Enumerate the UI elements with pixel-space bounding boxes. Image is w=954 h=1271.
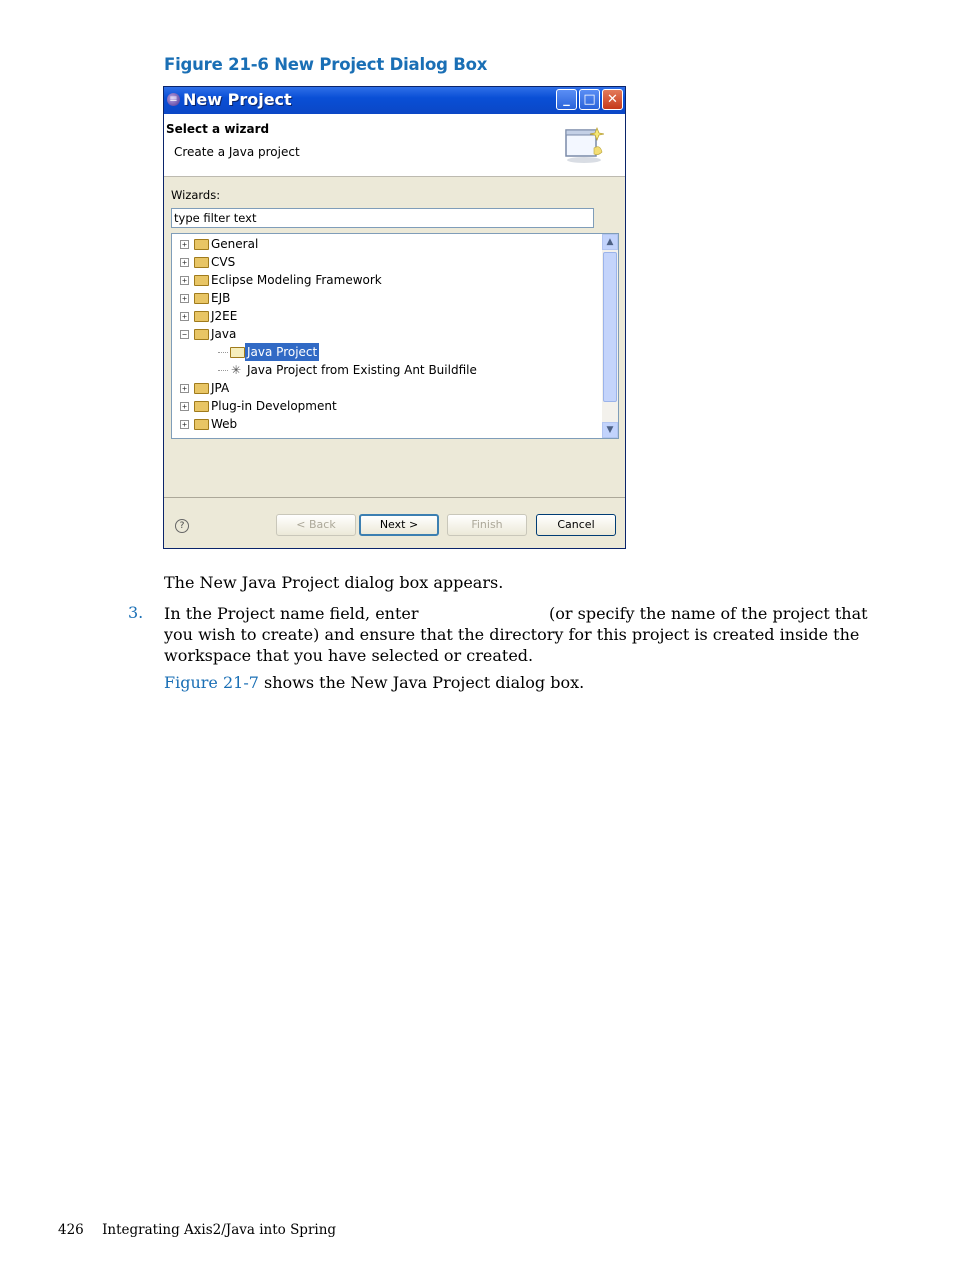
tree-item[interactable] [172,415,602,433]
wizard-tree[interactable] [171,233,619,439]
folder-icon [194,419,209,430]
tree-item-label: Java Project [247,345,318,359]
tree-item[interactable] [172,397,602,415]
help-icon[interactable]: ? [175,519,189,533]
tree-item[interactable] [172,325,602,343]
footer-divider [164,497,625,498]
tree-item-label: Java Project from Existing Ant Buildfile [247,363,477,377]
tree-item-label: JPA [211,381,230,395]
step-line-2: you wish to create) and ensure that the directory for this project is created inside the [164,625,860,644]
new-wizard-icon [564,126,604,166]
folder-icon [194,401,209,412]
scroll-down-button[interactable] [602,422,618,438]
folder-icon [194,293,209,304]
folder-icon [194,257,209,268]
figure-ref-paragraph [164,672,584,693]
expand-icon[interactable]: + [180,420,189,429]
page-number: 426 [58,1222,84,1238]
step-number: 3. [128,603,144,622]
tree-item[interactable] [172,235,602,253]
expand-icon[interactable]: + [180,240,189,249]
maximize-icon: □ [583,92,596,107]
tree-connector [218,370,228,371]
minimize-icon: _ [563,92,570,107]
tree-scrollbar[interactable] [602,234,618,438]
tree-item-label: General [211,237,259,251]
tree-item-label: EJB [211,291,231,305]
folder-icon [194,329,209,340]
figure-caption: Figure 21-6 New Project Dialog Box [164,55,488,74]
header-description: Create a Java project [174,145,300,159]
tree-item-label: CVS [211,255,236,269]
tree-item[interactable] [172,289,602,307]
footer-section: Integrating Axis2/Java into Spring [102,1222,337,1238]
figure-ref-rest: shows the New Java Project dialog box. [258,673,585,692]
expand-icon[interactable]: + [180,294,189,303]
maximize-button[interactable] [579,89,600,110]
expand-icon[interactable]: + [180,384,189,393]
wizards-label: Wizards: [171,188,221,202]
finish-button[interactable]: Finish [447,514,527,536]
eclipse-icon: ≡ [167,93,180,106]
collapse-icon[interactable]: − [180,330,189,339]
back-button[interactable]: < Back [276,514,356,536]
dialog-titlebar[interactable] [164,87,625,114]
expand-icon[interactable]: + [180,258,189,267]
tree-item-label: Eclipse Modeling Framework [211,273,382,287]
folder-icon [194,311,209,322]
expand-icon[interactable]: + [180,312,189,321]
tree-item[interactable] [172,361,602,379]
ant-icon: ✳ [231,363,242,377]
folder-icon [194,383,209,394]
appears-text: The New Java Project dialog box appears. [164,573,504,592]
dialog-title: New Project [183,90,292,109]
tree-item[interactable] [172,307,602,325]
tree-connector [218,352,228,353]
close-button[interactable] [602,89,623,110]
folder-icon [194,239,209,250]
folder-icon [194,275,209,286]
chevron-up-icon: ▲ [606,237,614,247]
next-button[interactable]: Next > [359,514,439,536]
new-project-dialog [163,86,626,549]
tree-item-label: J2EE [211,309,238,323]
header-title: Select a wizard [166,122,270,136]
tree-item-label: Java [211,327,237,341]
java-project-icon [230,347,245,358]
tree-item-label: Web [211,417,238,431]
step-line-1b: (or specify the name of the project that [549,604,868,623]
figure-ref-link[interactable]: Figure 21-7 [164,673,259,692]
tree-item[interactable] [172,271,602,289]
tree-item[interactable] [172,343,602,361]
tree-item-label: Plug-in Development [211,399,337,413]
minimize-button[interactable] [556,89,577,110]
page-footer [58,1222,336,1238]
scroll-up-button[interactable] [602,234,618,250]
scroll-thumb[interactable] [603,252,617,402]
filter-input[interactable] [171,208,594,228]
step-line-3: workspace that you have selected or created. [164,646,534,665]
tree-item[interactable] [172,379,602,397]
step-line-1a: In the Project name field, enter [164,604,419,623]
cancel-button[interactable]: Cancel [536,514,616,536]
expand-icon[interactable]: + [180,402,189,411]
chevron-down-icon: ▼ [606,425,614,435]
tree-item[interactable] [172,253,602,271]
expand-icon[interactable]: + [180,276,189,285]
close-icon: ✕ [607,92,618,107]
wizard-header [164,114,625,177]
